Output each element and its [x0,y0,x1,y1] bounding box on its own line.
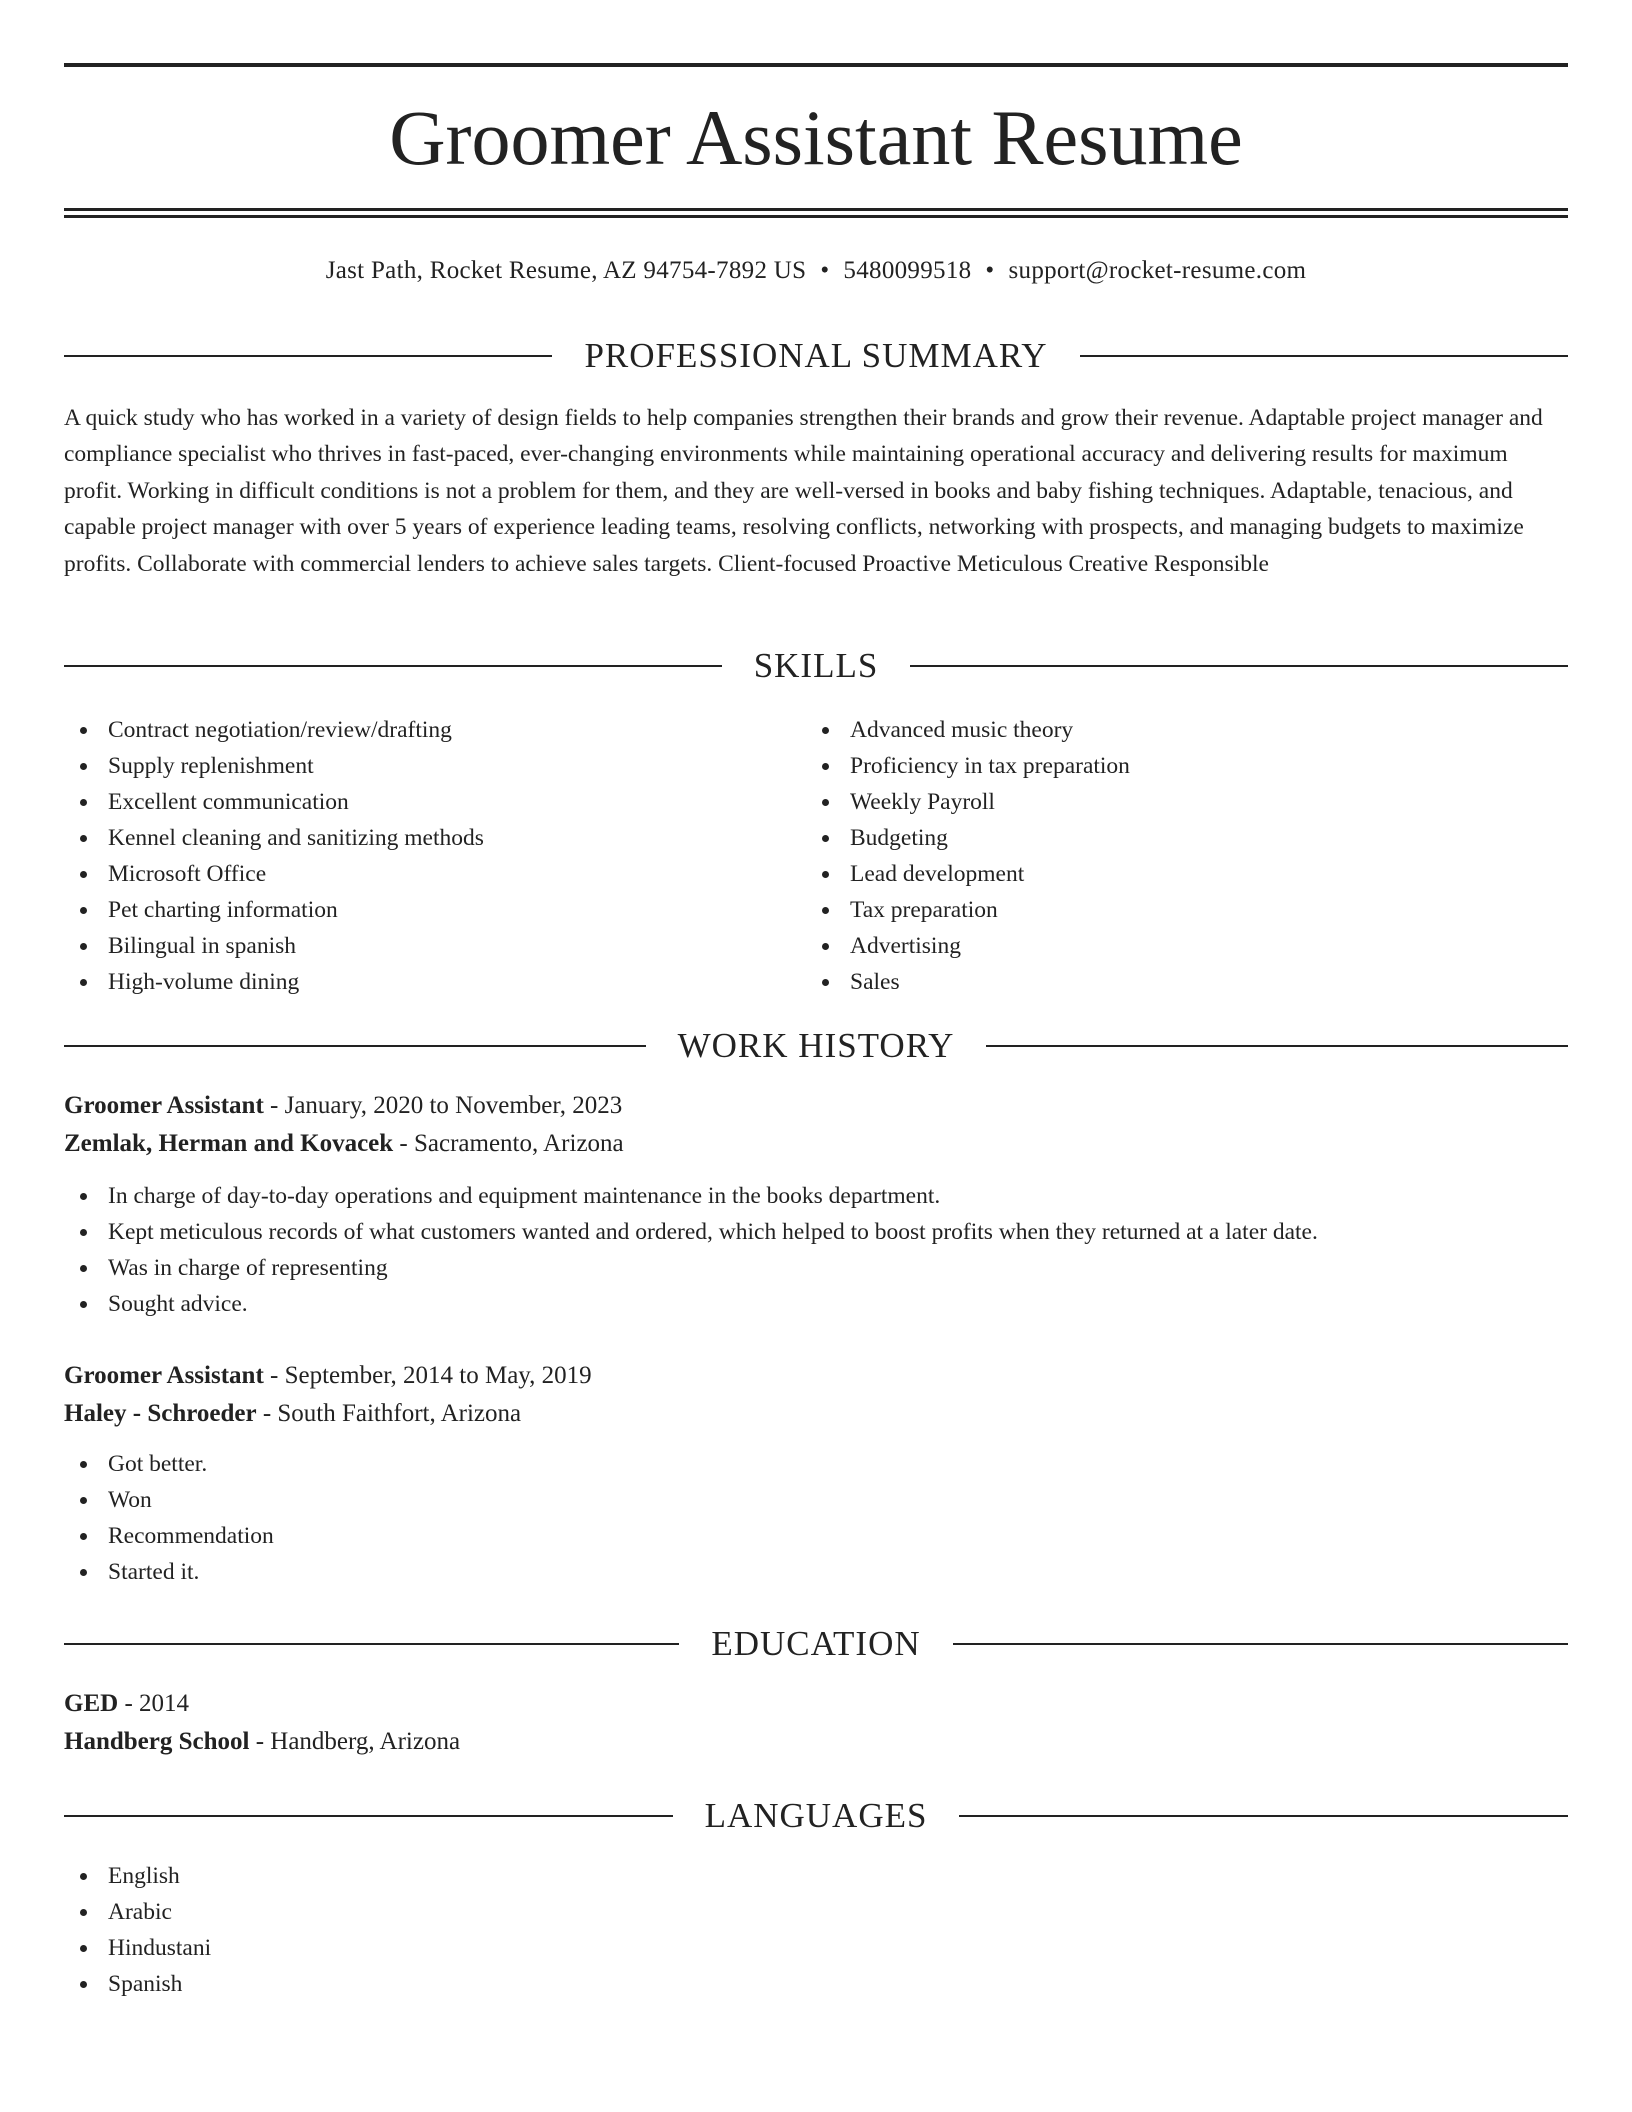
contact-email: support@rocket-resume.com [1008,257,1307,284]
section-title: LANGUAGES [704,1796,928,1835]
skill-item: Budgeting [806,820,1506,856]
job-title: Groomer Assistant [64,1092,264,1119]
section-title: WORK HISTORY [677,1026,955,1065]
education-degree-line [64,1686,189,1722]
resume-title: Groomer Assistant Resume [389,94,1243,181]
heading-rule [64,355,552,357]
language-item: Arabic [64,1894,1568,1930]
job-bullet: Recommendation [64,1518,1568,1554]
section-heading-work [64,1026,1568,1066]
skill-item: Sales [806,964,1506,1000]
skill-item: Contract negotiation/review/drafting [64,712,764,748]
skill-item: Advanced music theory [806,712,1506,748]
education-year: - 2014 [118,1690,190,1717]
skills-list-left [64,712,764,1000]
education-school-line [64,1724,460,1760]
section-title: SKILLS [753,646,879,685]
contact-phone: 5480099518 [843,257,972,284]
heading-rule [64,1643,679,1645]
job-bullets [64,1178,1568,1322]
education-degree: GED [64,1690,119,1717]
section-heading-summary [64,336,1568,376]
job-location: - Sacramento, Arizona [393,1130,624,1157]
heading-rule [953,1643,1568,1645]
job-title: Groomer Assistant [64,1362,264,1389]
job-bullet: Sought advice. [64,1286,1568,1322]
education-school: Handberg School [64,1728,250,1755]
education-location: - Handberg, Arizona [249,1728,461,1755]
skill-item: Lead development [806,856,1506,892]
job-title-line [64,1358,592,1394]
skill-item: Tax preparation [806,892,1506,928]
skill-item: Pet charting information [64,892,764,928]
job-dates: - September, 2014 to May, 2019 [263,1362,592,1389]
job-bullet: Started it. [64,1554,1568,1590]
heading-rule [64,665,722,667]
skill-item: Excellent communication [64,784,764,820]
languages-list [64,1858,1568,2002]
skill-item: Kennel cleaning and sanitizing methods [64,820,764,856]
language-item: English [64,1858,1568,1894]
skill-item: Weekly Payroll [806,784,1506,820]
job-bullet: Kept meticulous records of what customers wanted and ordered, which helped to boost profits when they returned at a later date. [64,1214,1568,1250]
job-title-line [64,1088,622,1124]
skills-list-right [806,712,1506,1000]
job-bullet: Got better. [64,1446,1568,1482]
job-dates: - January, 2020 to November, 2023 [263,1092,623,1119]
section-heading-education [64,1624,1568,1664]
job-bullets [64,1446,1568,1590]
section-title: EDUCATION [711,1624,921,1663]
heading-rule [64,1045,646,1047]
contact-address: Jast Path, Rocket Resume, AZ 94754-7892 US [325,257,807,284]
section-heading-skills [64,646,1568,686]
language-item: Hindustani [64,1930,1568,1966]
summary-text: A quick study who has worked in a variety of design fields to help companies strengthen their brands and grow their revenue. Adaptable project manager and compliance specialist who thrives in fast-paced, ever-changing environments while maintaining operational accuracy and delivering results for maximum profit. Working in difficult conditions is not a problem for them, and they are well-versed in books and baby fishing techniques. Adaptable, tenacious, and capable project manager with over 5 years of experience leading teams, resolving conflicts, networking with prospects, and managing budgets to maximize profits. Collaborate with commercial lenders to achieve sales targets. Client-focused Proactive Meticulous Creative Responsible [64,405,1543,577]
title-rule-upper [64,208,1568,211]
heading-rule [64,1815,673,1817]
contact-separator: • [985,257,995,284]
heading-rule [959,1815,1568,1817]
job-bullet: Won [64,1482,1568,1518]
skill-item: Proficiency in tax preparation [806,748,1506,784]
job-bullet: Was in charge of representing [64,1250,1568,1286]
skill-item: Microsoft Office [64,856,764,892]
skill-item: Bilingual in spanish [64,928,764,964]
job-bullet: In charge of day-to-day operations and equipment maintenance in the books department. [64,1178,1568,1214]
skill-item: Advertising [806,928,1506,964]
language-item: Spanish [64,1966,1568,2002]
heading-rule [1080,355,1568,357]
contact-separator: • [820,257,830,284]
job-company-line [64,1396,521,1432]
section-title: PROFESSIONAL SUMMARY [584,336,1048,375]
section-heading-languages [64,1796,1568,1836]
heading-rule [910,665,1568,667]
job-company: Zemlak, Herman and Kovacek [64,1130,394,1157]
skill-item: High-volume dining [64,964,764,1000]
job-company: Haley - Schroeder [64,1400,257,1427]
top-rule [64,63,1568,67]
job-company-line [64,1126,624,1162]
heading-rule [986,1045,1568,1047]
skill-item: Supply replenishment [64,748,764,784]
contact-line [64,254,1568,288]
job-location: - South Faithfort, Arizona [256,1400,522,1427]
title-rule-lower [64,215,1568,218]
